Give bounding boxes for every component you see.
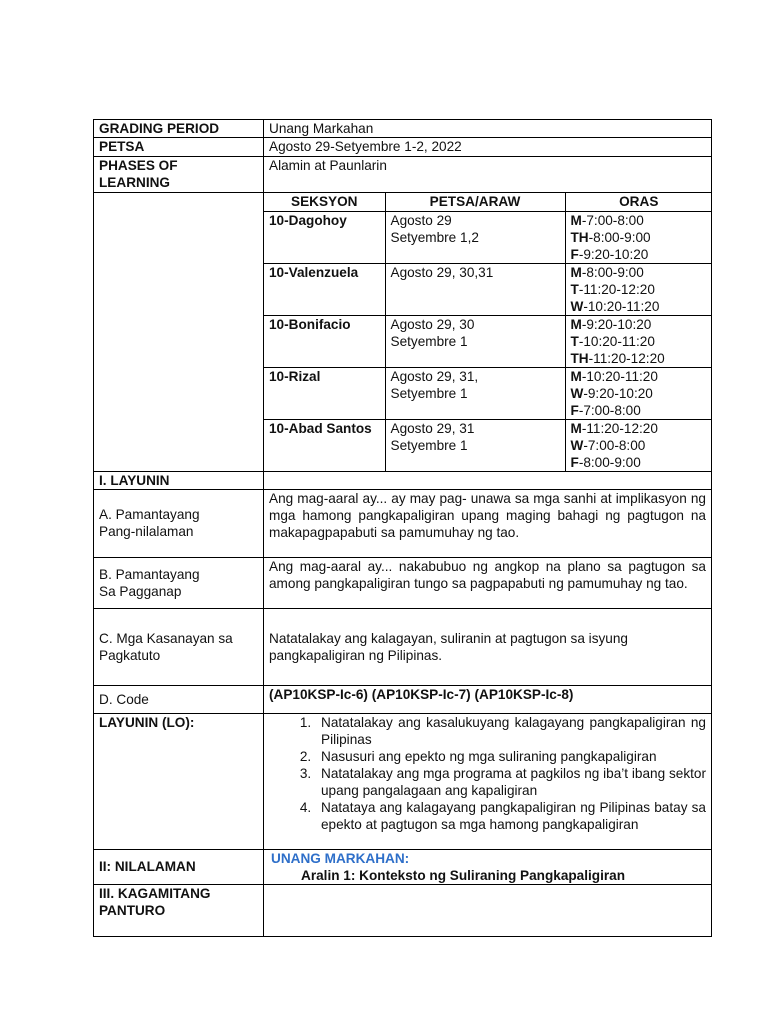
- time-slot-day: F: [570, 454, 579, 470]
- phases-value: Alamin at Paunlarin: [264, 157, 712, 193]
- section-date-line: Agosto 29, 30,31: [390, 264, 494, 280]
- section-date-line: Setyembre 1: [390, 385, 468, 401]
- nilalaman-subheading: Aralin 1: Konteksto ng Suliraning Pangkapaligiran: [301, 867, 626, 883]
- time-slot-time: -11:20-12:20: [581, 420, 658, 436]
- time-slot: [571, 420, 708, 437]
- pamantayang-nilalaman-label-line2: Pang-nilalaman: [99, 524, 194, 539]
- time-slot-time: -10:20-11:20: [581, 368, 658, 384]
- section-name: 10-Rizal: [264, 367, 385, 419]
- section-dates: [385, 211, 565, 263]
- pamantayang-pagganap-row: [94, 557, 712, 608]
- phases-label-line1: PHASES OF: [99, 158, 178, 173]
- time-slot: [571, 402, 708, 419]
- layunin-empty-value: [264, 471, 712, 489]
- time-slot-time: -7:00-8:00: [583, 437, 646, 453]
- time-slot-time: -11:20-12:20: [588, 350, 665, 366]
- time-slot-time: -10:20-11:20: [578, 333, 655, 349]
- schedule-cell: [264, 193, 712, 472]
- time-slot: [571, 246, 708, 263]
- time-slot-day: F: [570, 402, 579, 418]
- pamantayang-pagganap-value: Ang mag-aaral ay... nakabubuo ng angkop na plano sa pagtugon sa among pangkapaligiran tungo sa pagpapabuti ng pamumuhay ng tao.: [264, 557, 712, 608]
- section-dates: [385, 419, 565, 471]
- time-slot: [571, 385, 708, 402]
- pamantayang-nilalaman-value: Ang mag-aaral ay... ay may pag- unawa sa mga sanhi at implikasyon ng mga hamong pangkapaligiran upang maging bahagi ng pagtugon na makapagpapabuti sa pamumuhay ng tao.: [264, 489, 712, 557]
- time-slot-time: -8:00-9:00: [588, 229, 651, 245]
- grading-period-row: [94, 120, 712, 138]
- pamantayang-pagganap-label-line2: Sa Pagganap: [99, 583, 182, 599]
- kagamitan-label: [94, 884, 264, 936]
- seksyon-header: SEKSYON: [264, 193, 385, 211]
- petsa-araw-header: PETSA/ARAW: [385, 193, 565, 211]
- time-slot-day: W: [570, 385, 584, 401]
- schedule-row: [94, 193, 712, 472]
- layunin-lo-row: [94, 713, 712, 849]
- lesson-plan-document: [93, 119, 711, 937]
- time-slot-time: -9:20-10:20: [581, 316, 652, 332]
- petsa-row: [94, 138, 712, 157]
- time-slot-day: M: [570, 316, 582, 332]
- kasanayan-row: [94, 608, 712, 685]
- section-date-line: Setyembre 1,2: [390, 229, 479, 245]
- code-label: D. Code: [94, 685, 264, 713]
- grading-period-value: Unang Markahan: [264, 120, 712, 138]
- time-slot-time: -10:20-11:20: [583, 298, 660, 314]
- pamantayang-pagganap-label-line1: B. Pamantayang: [99, 566, 200, 582]
- layunin-label: I. LAYUNIN: [94, 471, 264, 489]
- phases-label-line2: LEARNING: [99, 175, 170, 190]
- time-slot-day: TH: [570, 229, 589, 245]
- time-slot: [571, 316, 708, 333]
- pamantayang-nilalaman-row: [94, 489, 712, 557]
- pamantayang-nilalaman-label: [94, 489, 264, 557]
- schedule-table: [264, 193, 712, 471]
- section-date-line: Setyembre 1: [390, 437, 468, 453]
- time-slot-day: M: [570, 368, 582, 384]
- objective-item: 4. Natataya ang kalagayang pangkapaligiran ng Pilipinas batay sa epekto at pagtugon sa mga hamong pangkapaligiran: [315, 799, 706, 833]
- nilalaman-label: II: NILALAMAN: [94, 849, 264, 884]
- kagamitan-row: [94, 884, 712, 936]
- section-times: [565, 263, 712, 315]
- section-times: [565, 367, 712, 419]
- time-slot-time: -8:00-9:00: [578, 454, 641, 470]
- section-times: [565, 211, 712, 263]
- time-slot-day: W: [570, 298, 584, 314]
- nilalaman-heading: UNANG MARKAHAN:: [271, 850, 410, 866]
- time-slot-day: M: [570, 264, 582, 280]
- section-name: 10-Valenzuela: [264, 263, 385, 315]
- code-row: [94, 685, 712, 713]
- time-slot-time: -7:00-8:00: [578, 402, 641, 418]
- schedule-row-4: [264, 419, 712, 471]
- time-slot-time: -9:20-10:20: [583, 385, 653, 401]
- kasanayan-value: Natatalakay ang kalagayan, suliranin at pagtugon sa isyung pangkapaligiran ng Pilipinas.: [264, 608, 712, 685]
- layunin-row: [94, 471, 712, 489]
- time-slot-day: M: [570, 420, 582, 436]
- time-slot-time: -7:00-8:00: [581, 212, 644, 228]
- oras-header: ORAS: [565, 193, 712, 211]
- kasanayan-label-line2: Pagkatuto: [99, 647, 161, 663]
- section-dates: [385, 315, 565, 367]
- section-name: 10-Dagohoy: [264, 211, 385, 263]
- time-slot: [571, 281, 708, 298]
- nilalaman-value: [264, 849, 712, 884]
- section-date-line: Agosto 29, 31: [390, 420, 475, 436]
- time-slot: [571, 454, 708, 471]
- time-slot-time: -8:00-9:00: [581, 264, 644, 280]
- time-slot-day: TH: [570, 350, 589, 366]
- schedule-row-2: [264, 315, 712, 367]
- section-name: 10-Bonifacio: [264, 315, 385, 367]
- time-slot: [571, 229, 708, 246]
- kasanayan-label-line1: C. Mga Kasanayan sa: [99, 630, 233, 646]
- section-date-line: Agosto 29, 31,: [390, 368, 479, 384]
- section-dates: [385, 263, 565, 315]
- time-slot: [571, 368, 708, 385]
- objectives-list: [269, 714, 706, 833]
- lesson-plan-table: [93, 119, 712, 937]
- kagamitan-label-line1: III. KAGAMITANG: [99, 885, 211, 901]
- phases-label: [94, 157, 264, 193]
- nilalaman-row: [94, 849, 712, 884]
- time-slot: [571, 437, 708, 454]
- section-dates: [385, 367, 565, 419]
- time-slot-day: W: [570, 437, 584, 453]
- section-times: [565, 419, 712, 471]
- layunin-lo-value: [264, 713, 712, 849]
- time-slot-time: -9:20-10:20: [578, 246, 649, 262]
- section-date-line: Setyembre 1: [390, 333, 468, 349]
- time-slot: [571, 350, 708, 367]
- section-date-line: Agosto 29: [390, 212, 452, 228]
- petsa-label: PETSA: [94, 138, 264, 157]
- objective-item: 3. Natatalakay ang mga programa at pagkilos ng iba’t ibang sektor upang pangalagaan ang kapaligiran: [315, 765, 706, 799]
- petsa-value: Agosto 29-Setyembre 1-2, 2022: [264, 138, 712, 157]
- grading-period-label: GRADING PERIOD: [94, 120, 264, 138]
- pamantayang-nilalaman-label-line1: A. Pamantayang: [99, 507, 200, 522]
- section-date-line: Agosto 29, 30: [390, 316, 475, 332]
- code-value: (AP10KSP-Ic-6) (AP10KSP-Ic-7) (AP10KSP-Ic-8): [264, 685, 712, 713]
- phases-row: [94, 157, 712, 193]
- section-name: 10-Abad Santos: [264, 419, 385, 471]
- objective-item: 2. Nasusuri ang epekto ng mga suliraning pangkapaligiran: [315, 748, 706, 765]
- layunin-lo-label: LAYUNIN (LO):: [94, 713, 264, 849]
- pamantayang-pagganap-label: [94, 557, 264, 608]
- time-slot: [571, 298, 708, 315]
- time-slot-day: M: [570, 212, 582, 228]
- schedule-row-0: [264, 211, 712, 263]
- time-slot: [571, 212, 708, 229]
- time-slot: [571, 333, 708, 350]
- kagamitan-value: [264, 884, 712, 936]
- schedule-empty-label: [94, 193, 264, 472]
- section-times: [565, 315, 712, 367]
- time-slot-day: T: [570, 333, 579, 349]
- schedule-row-3: [264, 367, 712, 419]
- time-slot-day: T: [570, 281, 579, 297]
- time-slot-day: F: [570, 246, 579, 262]
- objective-item: 1. Natatalakay ang kasalukuyang kalagayang pangkapaligiran ng Pilipinas: [315, 714, 706, 748]
- kagamitan-label-line2: PANTURO: [99, 902, 166, 918]
- time-slot: [571, 264, 708, 281]
- time-slot-time: -11:20-12:20: [578, 281, 655, 297]
- kasanayan-label: [94, 608, 264, 685]
- schedule-row-1: [264, 263, 712, 315]
- schedule-header-row: [264, 193, 712, 211]
